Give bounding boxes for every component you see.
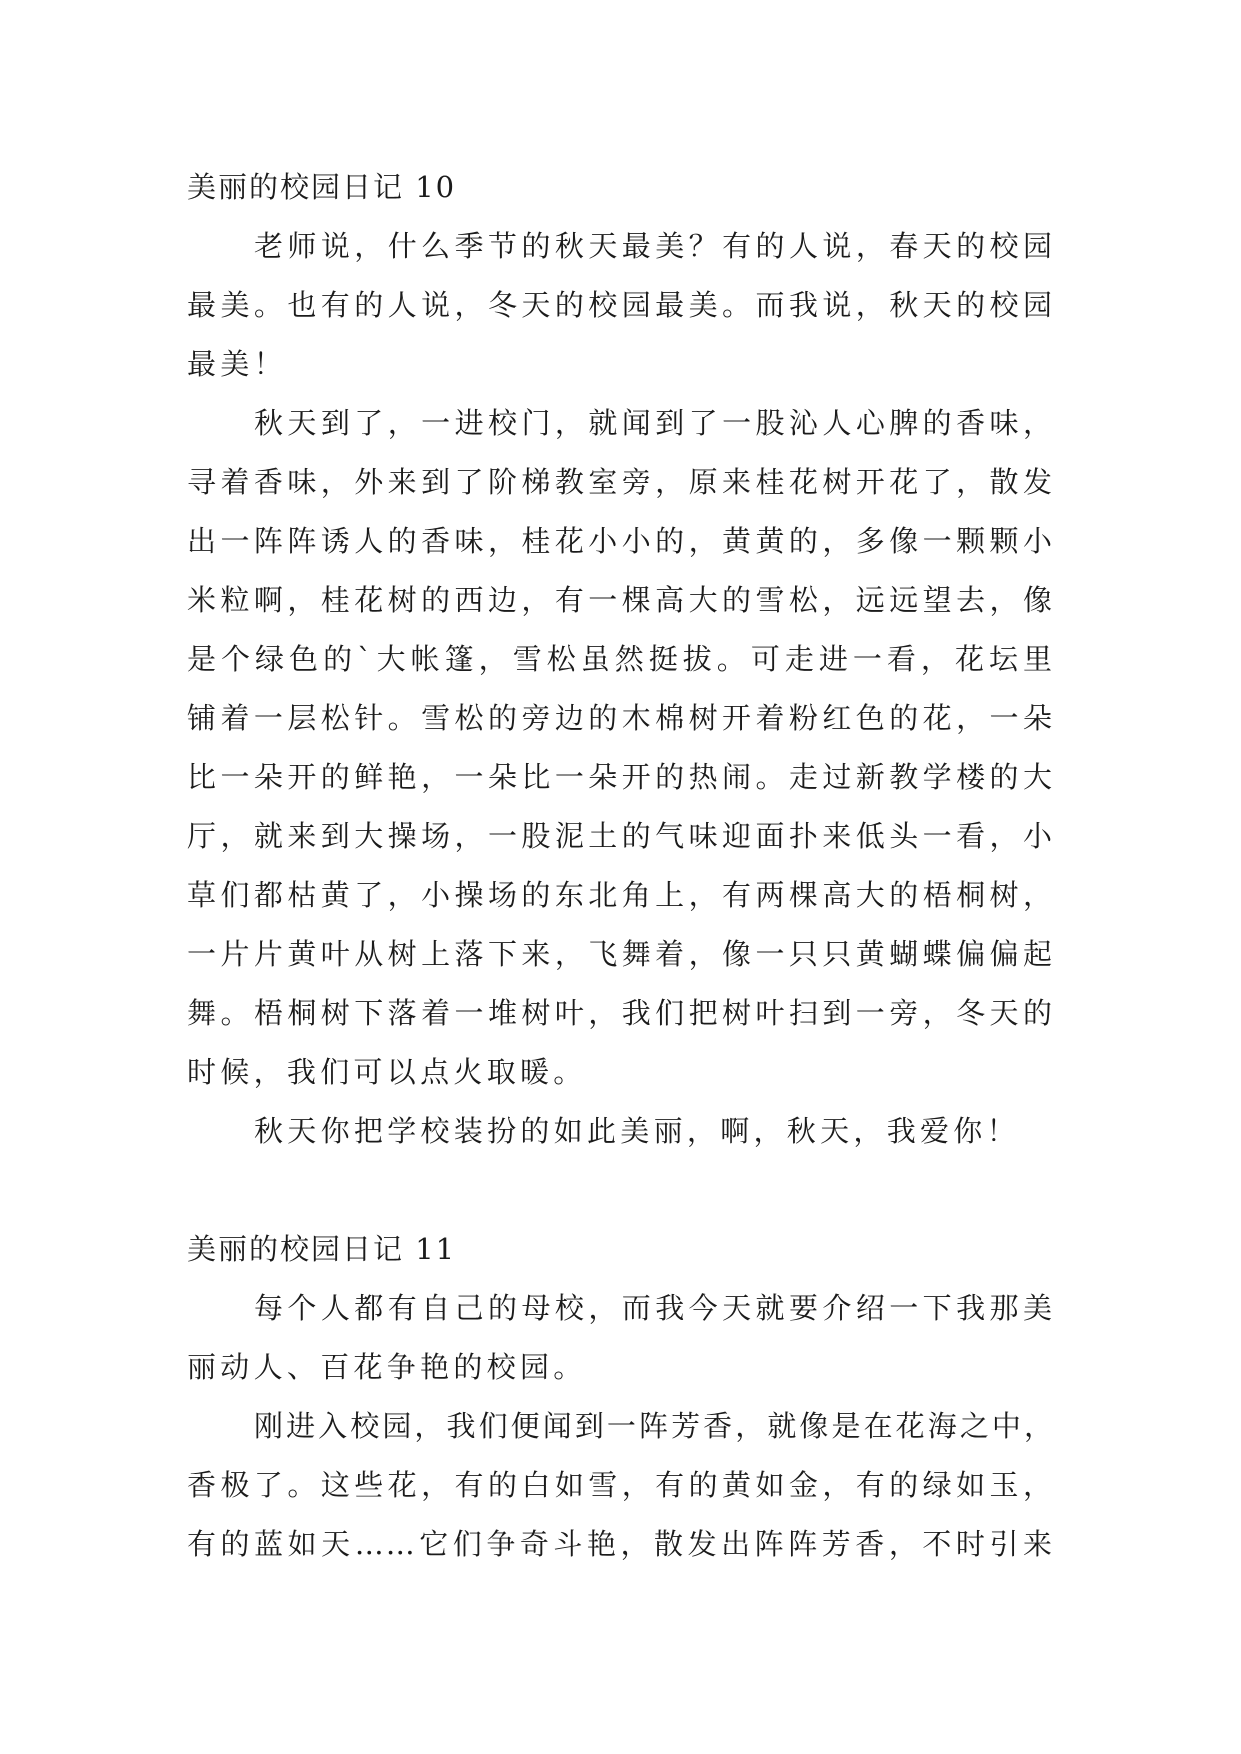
text-line: 最美。也有的人说，冬天的校园最美。而我说，秋天的校园 — [187, 288, 1054, 322]
paragraph — [187, 1397, 1054, 1574]
text-line: 秋天你把学校装扮的如此美丽，啊，秋天，我爱你！ — [254, 1114, 1020, 1148]
text-line: 是个绿色的`大帐篷，雪松虽然挺拔。可走进一看，花坛里 — [187, 642, 1054, 676]
text-line: 最美！ — [187, 347, 287, 381]
diary-section — [187, 1220, 1054, 1574]
text-line: 刚进入校园，我们便闻到一阵芳香，就像是在花海之中， — [254, 1409, 1054, 1443]
text-line: 老师说，什么季节的秋天最美？有的人说，春天的校园 — [254, 229, 1054, 263]
blank-line — [187, 1161, 1054, 1220]
text-line: 厅，就来到大操场，一股泥土的气味迎面扑来低头一看，小 — [187, 819, 1054, 853]
paragraph — [187, 1279, 1054, 1397]
text-line: 秋天到了，一进校门，就闻到了一股沁人心脾的香味， — [254, 406, 1054, 440]
text-line: 舞。梧桐树下落着一堆树叶，我们把树叶扫到一旁，冬天的 — [187, 996, 1054, 1030]
text-line: 比一朵开的鲜艳，一朵比一朵开的热闹。走过新教学楼的大 — [187, 760, 1054, 794]
text-line: 有的蓝如天……它们争奇斗艳，散发出阵阵芳香，不时引来 — [187, 1527, 1054, 1561]
text-line: 草们都枯黄了，小操场的东北角上，有两棵高大的梧桐树， — [187, 878, 1054, 912]
text-line: 每个人都有自己的母校，而我今天就要介绍一下我那美 — [254, 1291, 1054, 1325]
text-line: 时候，我们可以点火取暖。 — [187, 1055, 587, 1089]
document-body — [187, 158, 1054, 1574]
text-line: 香极了。这些花，有的白如雪，有的黄如金，有的绿如玉， — [187, 1468, 1054, 1502]
text-line: 米粒啊，桂花树的西边，有一棵高大的雪松，远远望去，像 — [187, 583, 1054, 617]
text-line: 一片片黄叶从树上落下来，飞舞着，像一只只黄蝴蝶偏偏起 — [187, 937, 1054, 971]
diary-section — [187, 158, 1054, 1161]
paragraph — [187, 217, 1054, 394]
paragraph — [187, 394, 1054, 1102]
section-title: 美丽的校园日记 11 — [187, 1232, 457, 1266]
section-title: 美丽的校园日记 10 — [187, 170, 457, 204]
text-line: 寻着香味，外来到了阶梯教室旁，原来桂花树开花了，散发 — [187, 465, 1054, 499]
text-line: 出一阵阵诱人的香味，桂花小小的，黄黄的，多像一颗颗小 — [187, 524, 1054, 558]
text-line: 铺着一层松针。雪松的旁边的木棉树开着粉红色的花，一朵 — [187, 701, 1054, 735]
text-line: 丽动人、百花争艳的校园。 — [187, 1350, 587, 1384]
paragraph — [187, 1102, 1054, 1161]
